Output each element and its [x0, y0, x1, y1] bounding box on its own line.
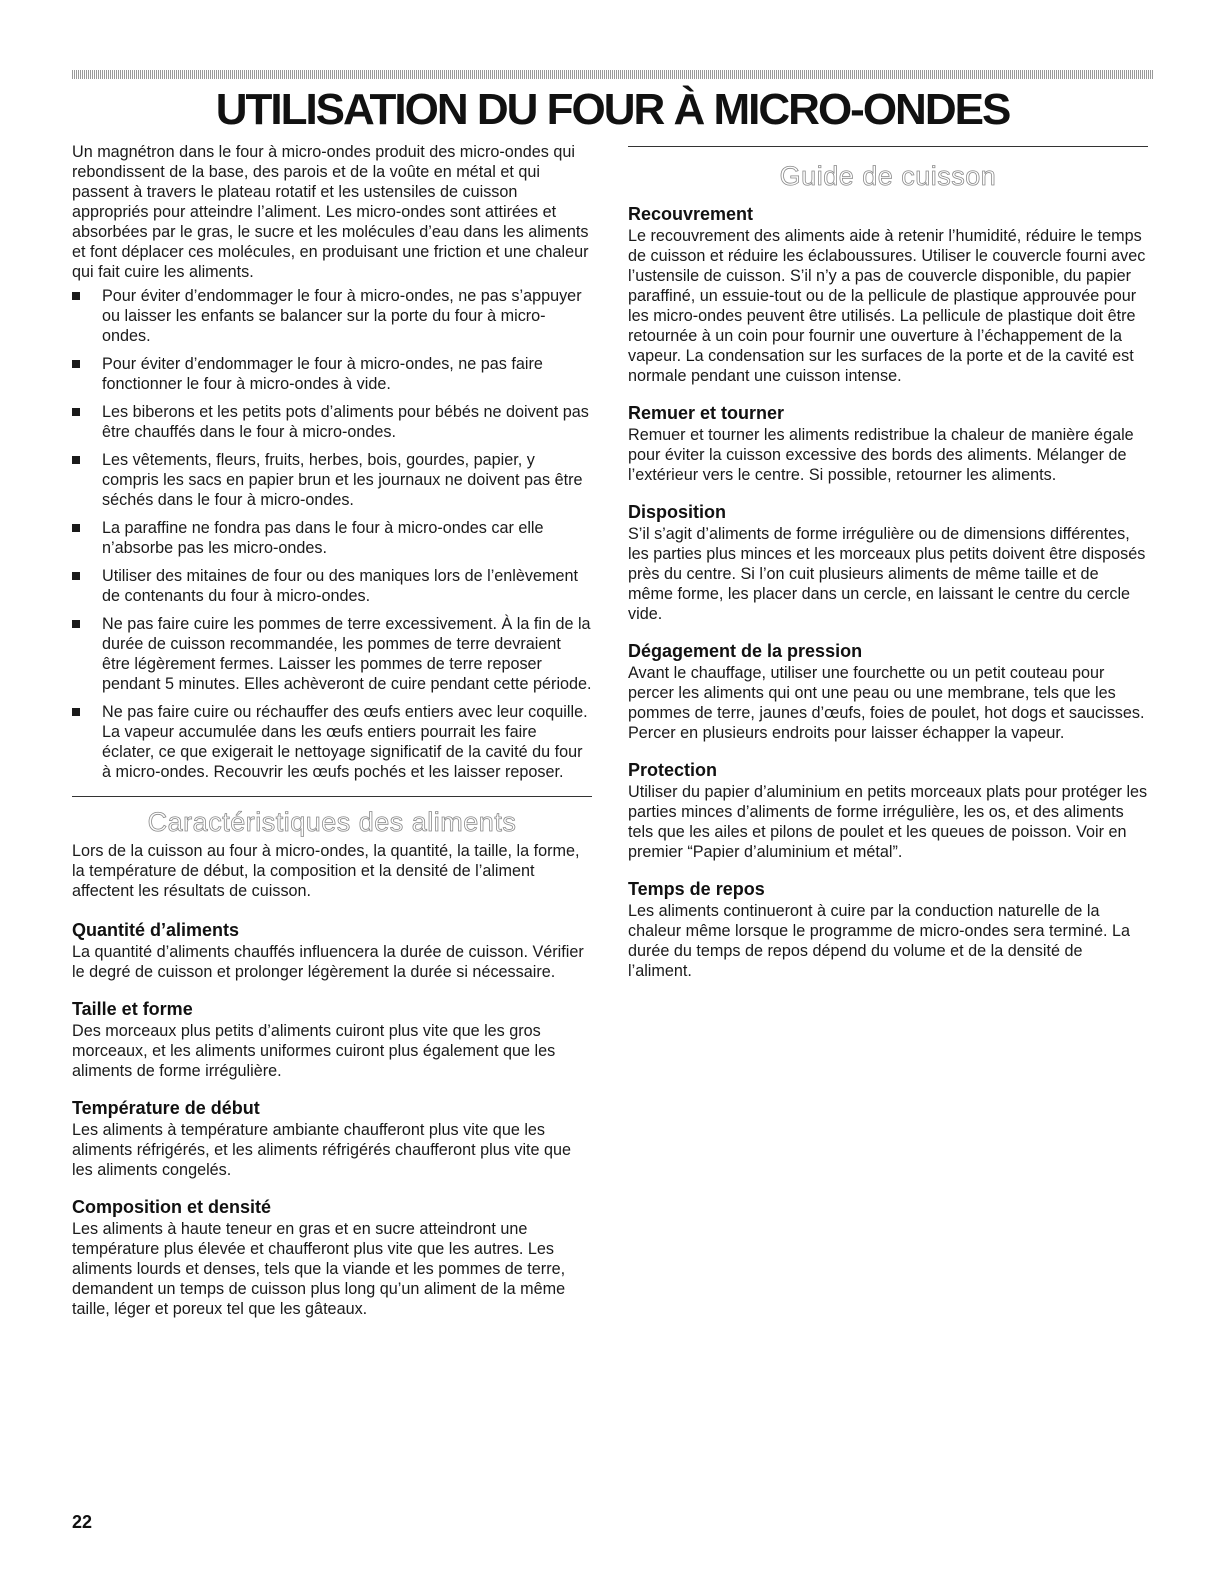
page-number: 22 — [72, 1512, 93, 1532]
square-bullet-icon — [72, 572, 80, 580]
subheading: Dégagement de la pression — [628, 641, 863, 661]
list-item: Les biberons et les petits pots d’aliments pour bébés ne doivent pas être chauffés dans le four à micro-ondes. — [72, 402, 592, 442]
subsection-text: Les aliments continueront à cuire par la conduction naturelle de la chaleur même lorsque le programme de micro-ondes sera terminé. La durée du temps de repos dépend du volume et de la densité de l’aliment. — [628, 902, 1131, 980]
list-item: Utiliser des mitaines de four ou des maniques lors de l’enlèvement de contenants du four à micro-ondes. — [72, 566, 592, 606]
square-bullet-icon — [72, 708, 80, 716]
food-section-intro: Lors de la cuisson au four à micro-ondes, la quantité, la taille, la forme, la température de début, la composition et la densité de l’aliment affectent les résultats de cuisson. — [72, 842, 580, 900]
food-item-composition-density — [72, 1196, 592, 1319]
section-divider — [72, 796, 592, 797]
square-bullet-icon — [72, 456, 80, 464]
square-bullet-icon — [72, 408, 80, 416]
subsection-text: Utiliser du papier d’aluminium en petits morceaux plats pour protéger les parties minces d’aliments de forme irrégulière, les os, et des aliments tels que les ailes et pilons de poulet et les queues de poisson. Voir en premier “Papier d’aluminium et métal”. — [628, 783, 1148, 861]
guide-item-covering — [628, 203, 1148, 386]
food-item-quantity — [72, 919, 592, 982]
top-decorative-rule — [72, 70, 1154, 79]
subsection-text: Le recouvrement des aliments aide à retenir l’humidité, réduire le temps de cuisson et réduire les éclaboussures. Utiliser le couvercle fourni avec l’ustensile de cuisson. S’il n’y a pas de couvercle disponible, du papier paraffiné, un essuie-tout ou de la pellicule de plastique approuvée pour les micro-ondes peuvent être utilisés. La pellicule de plastique doit être retournée à un coin pour fournir une ouverture à l’échappement de la vapeur. La condensation sur les surfaces de la porte et de la cavité est normale pendant une cuisson intense. — [628, 227, 1146, 385]
guide-item-arrangement — [628, 501, 1148, 624]
subsection-text: Remuer et tourner les aliments redistribue la chaleur de manière égale pour éviter la cuisson excessive des bords des aliments. Mélanger de l’extérieur vers le centre. Si possible, retourner les aliments. — [628, 426, 1134, 484]
subheading: Composition et densité — [72, 1197, 272, 1217]
square-bullet-icon — [72, 620, 80, 628]
square-bullet-icon — [72, 360, 80, 368]
list-item: Pour éviter d’endommager le four à micro-ondes, ne pas s’appuyer ou laisser les enfants se balancer sur la porte du four à micro-ondes. — [72, 286, 592, 346]
list-item: Les vêtements, fleurs, fruits, herbes, bois, gourdes, papier, y compris les sacs en papier brun et les journaux ne doivent pas être séchés dans le four à micro-ondes. — [72, 450, 592, 510]
subsection-text: Avant le chauffage, utiliser une fourchette ou un petit couteau pour percer les aliments qui ont une peau ou une membrane, tels que les pommes de terre, jaunes d’œufs, foies de poulet, hot dogs et saucisses. Percer en plusieurs endroits pour laisser échapper la vapeur. — [628, 664, 1145, 742]
food-characteristics-heading: Caractéristiques des aliments — [147, 807, 517, 837]
section-divider — [628, 146, 1148, 147]
subheading: Taille et forme — [72, 999, 193, 1019]
food-item-size-shape — [72, 998, 592, 1081]
subheading: Température de début — [72, 1098, 260, 1118]
subsection-text: Les aliments à haute teneur en gras et en sucre atteindront une température plus élevée et chaufferont plus vite que les autres. Les aliments lourds et denses, tels que la viande et les pommes de terre, demandent un temps de cuisson plus long qu’un aliment de la même taille, léger et poreux tel que les gâteaux. — [72, 1220, 566, 1318]
list-item: Pour éviter d’endommager le four à micro-ondes, ne pas faire fonctionner le four à micro-ondes à vide. — [72, 354, 592, 394]
subheading: Remuer et tourner — [628, 403, 785, 423]
subheading: Recouvrement — [628, 204, 754, 224]
subsection-text: La quantité d’aliments chauffés influencera la durée de cuisson. Vérifier le degré de cuisson et prolonger légèrement la durée si nécessaire. — [72, 943, 584, 981]
subheading: Temps de repos — [628, 879, 765, 899]
subsection-text: S’il s’agit d’aliments de forme irrégulière ou de dimensions différentes, les parties plus minces et les morceaux plus petits doivent être disposés près du centre. Si l’on cuit plusieurs aliments de même taille et de même forme, les placer dans un cercle, en laissant le centre du cercle vide. — [628, 525, 1146, 623]
intro-paragraph: Un magnétron dans le four à micro-ondes produit des micro-ondes qui rebondissent de la base, des parois et de la voûte en métal et qui passent à travers le plateau rotatif et les ustensiles de cuisson appropriés pour atteindre l’aliment. Les micro-ondes sont attirées et absorbées par le gras, le sucre et les molécules d’eau dans les aliments et font déplacer ces molécules, en produisant une friction et une chaleur qui fait cuire les aliments. — [72, 143, 589, 281]
square-bullet-icon — [72, 524, 80, 532]
left-column — [72, 142, 592, 1335]
subsection-text: Les aliments à température ambiante chaufferont plus vite que les aliments réfrigérés, et les aliments réfrigérés chaufferont plus vite que les aliments congelés. — [72, 1121, 572, 1179]
food-item-start-temperature — [72, 1097, 592, 1180]
right-column — [628, 146, 1148, 997]
list-item: La paraffine ne fondra pas dans le four à micro-ondes car elle n’absorbe pas les micro-ondes. — [72, 518, 592, 558]
safety-bullet-list — [72, 286, 592, 782]
list-item: Ne pas faire cuire ou réchauffer des œufs entiers avec leur coquille. La vapeur accumulée dans les œufs entiers pourrait les faire éclater, ce que exigerait le nettoyage significatif de la cavité du four à micro-ondes. Recouvrir les œufs pochés et les laisser reposer. — [72, 702, 592, 782]
subheading: Disposition — [628, 502, 726, 522]
guide-item-standing-time — [628, 878, 1148, 981]
subheading: Quantité d’aliments — [72, 920, 240, 940]
square-bullet-icon — [72, 292, 80, 300]
subheading: Protection — [628, 760, 718, 780]
subsection-text: Des morceaux plus petits d’aliments cuiront plus vite que les gros morceaux, et les aliments uniformes cuiront plus également que les aliments de forme irrégulière. — [72, 1022, 556, 1080]
list-item: Ne pas faire cuire les pommes de terre excessivement. À la fin de la durée de cuisson recommandée, les pommes de terre devraient être légèrement fermes. Laisser les pommes de terre reposer pendant 5 minutes. Elles achèveront de cuire pendant cette période. — [72, 614, 592, 694]
guide-item-pressure-release — [628, 640, 1148, 743]
guide-item-stirring — [628, 402, 1148, 485]
cooking-guide-heading: Guide de cuisson — [779, 161, 997, 191]
page-title: UTILISATION DU FOUR À MICRO-ONDES — [215, 85, 1010, 134]
guide-item-shielding — [628, 759, 1148, 862]
